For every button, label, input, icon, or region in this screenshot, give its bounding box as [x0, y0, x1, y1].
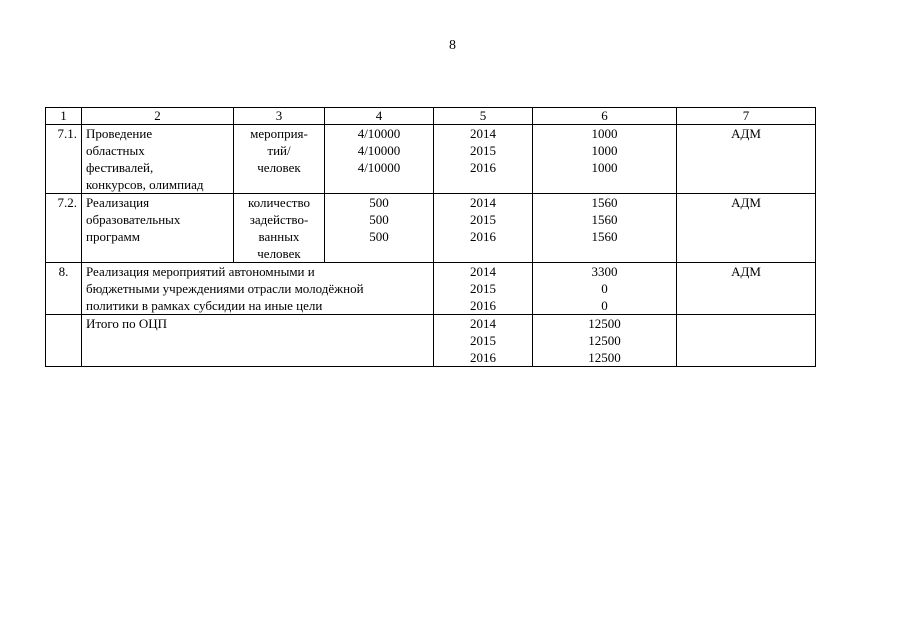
- page-number: 8: [449, 38, 456, 53]
- header-cell-4: 4: [325, 108, 434, 125]
- header-cell-5: 5: [434, 108, 533, 125]
- row-amounts: 3300 0 0: [533, 263, 677, 315]
- header-cell-1: 1: [46, 108, 82, 125]
- row-years: 2014 2015 2016: [434, 125, 533, 194]
- table-row: [46, 263, 816, 315]
- row-years: 2014 2015 2016: [434, 315, 533, 367]
- row-number: 8.: [46, 263, 82, 315]
- table-row-total: [46, 315, 816, 367]
- table-row: [46, 194, 816, 263]
- row-amounts: 12500 12500 12500: [533, 315, 677, 367]
- table-row: [46, 125, 816, 194]
- header-cell-7: 7: [677, 108, 816, 125]
- row-name: Проведение областных фестивалей, конкурсов, олимпиад: [82, 125, 234, 194]
- row-years: 2014 2015 2016: [434, 263, 533, 315]
- row-executor: АДМ: [677, 263, 816, 315]
- row-unit: количество задейство- ванных человек: [234, 194, 325, 263]
- row-number: [46, 315, 82, 367]
- row-name: Итого по ОЦП: [82, 315, 434, 367]
- row-executor: [677, 315, 816, 367]
- row-executor: АДМ: [677, 125, 816, 194]
- table-header-row: [46, 108, 816, 125]
- row-unit: мероприя- тий/ человек: [234, 125, 325, 194]
- row-name: Реализация образовательных программ: [82, 194, 234, 263]
- row-name: Реализация мероприятий автономными и бюджетными учреждениями отрасли молодёжной политики в рамках субсидии на иные цели: [82, 263, 434, 315]
- row-amounts: 1560 1560 1560: [533, 194, 677, 263]
- row-number: 7.1.: [46, 125, 82, 194]
- row-amounts: 1000 1000 1000: [533, 125, 677, 194]
- row-indicator: 500 500 500: [325, 194, 434, 263]
- row-number: 7.2.: [46, 194, 82, 263]
- program-table: [45, 107, 816, 367]
- row-indicator: 4/10000 4/10000 4/10000: [325, 125, 434, 194]
- row-years: 2014 2015 2016: [434, 194, 533, 263]
- header-cell-2: 2: [82, 108, 234, 125]
- row-executor: АДМ: [677, 194, 816, 263]
- header-cell-6: 6: [533, 108, 677, 125]
- header-cell-3: 3: [234, 108, 325, 125]
